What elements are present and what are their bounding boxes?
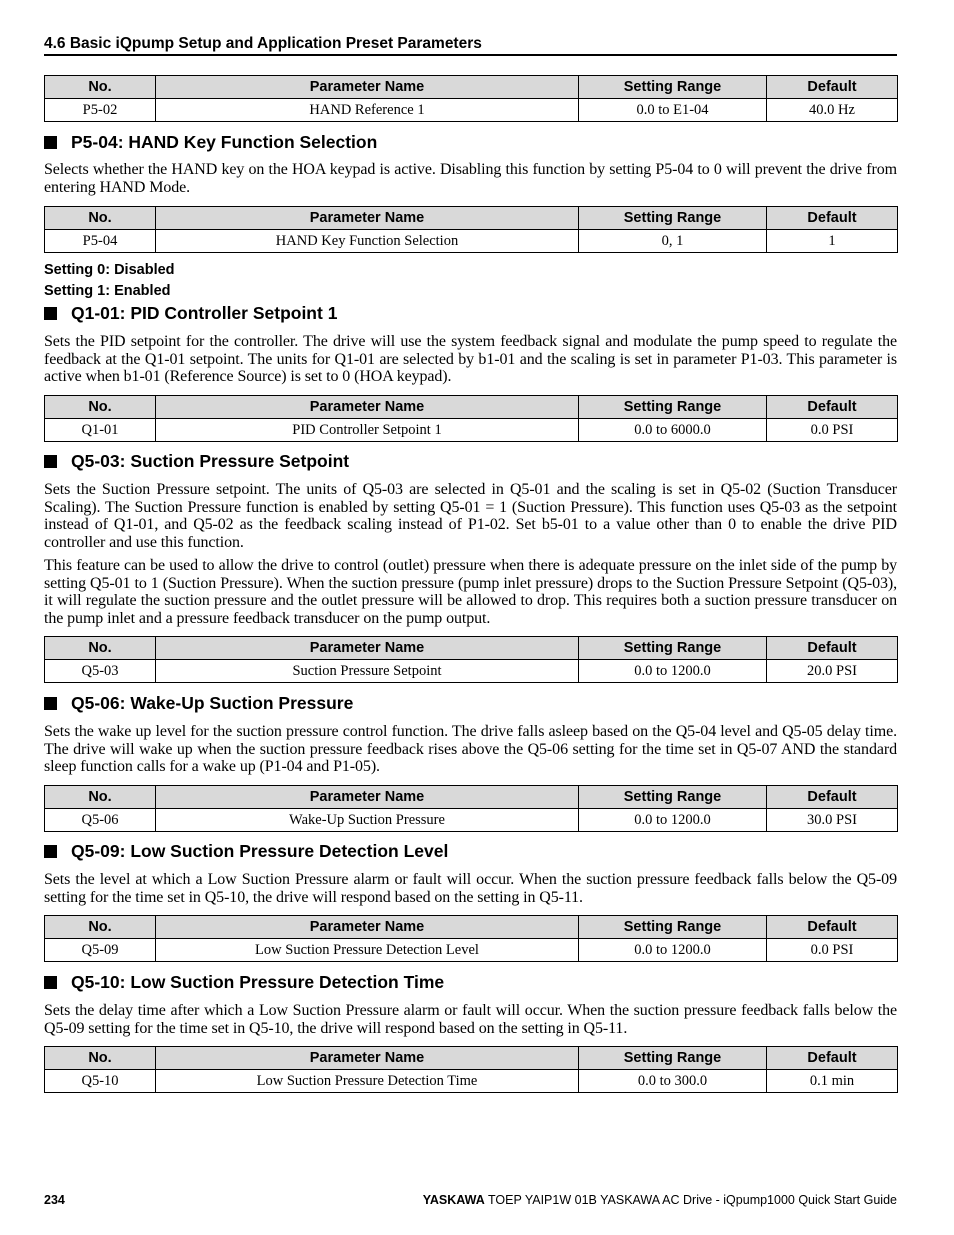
table-row: [45, 939, 898, 962]
square-bullet-icon: [44, 976, 57, 989]
param-table-p5-04: [44, 206, 898, 253]
section-heading-p5-04: [44, 132, 897, 153]
col-header-default: Default: [767, 207, 898, 230]
param-table-q1-01: [44, 395, 898, 442]
param-table-q5-10: [44, 1046, 898, 1093]
col-header-default: Default: [767, 786, 898, 809]
paragraph: Sets the wake up level for the suction pressure control function. The drive falls asleep based on the Q5-04 level and Q5-05 delay time. The drive will wake up when the suction pressure feedback rises above the Q5-06 setting for the time set in Q5-07 AND the standard sleep function calls for a wake up (P1-04 and P1-05).: [44, 723, 897, 775]
col-header-parameter-name: Parameter Name: [156, 207, 579, 230]
paragraph: Selects whether the HAND key on the HOA keypad is active. Disabling this function by setting P5-04 to 0 will prevent the drive from entering HAND Mode.: [44, 161, 897, 196]
square-bullet-icon: [44, 455, 57, 468]
section-heading-text: Q5-06: Wake-Up Suction Pressure: [71, 693, 354, 713]
square-bullet-icon: [44, 697, 57, 710]
cell-parameter-name: Low Suction Pressure Detection Time: [156, 1070, 579, 1093]
cell-parameter-name: HAND Key Function Selection: [156, 230, 579, 253]
section-heading-q1-01: [44, 303, 897, 324]
col-header-setting-range: Setting Range: [579, 786, 767, 809]
cell-default: 0.1 min: [767, 1070, 898, 1093]
table-row: [45, 230, 898, 253]
section-heading-text: P5-04: HAND Key Function Selection: [71, 132, 378, 152]
section-heading-text: Q5-09: Low Suction Pressure Detection Level: [71, 841, 449, 861]
col-header-no: No.: [45, 637, 156, 660]
footer-brand: YASKAWA: [422, 1193, 485, 1207]
square-bullet-icon: [44, 307, 57, 320]
cell-setting-range: 0.0 to E1-04: [579, 99, 767, 122]
col-header-setting-range: Setting Range: [579, 396, 767, 419]
col-header-no: No.: [45, 1047, 156, 1070]
cell-default: 0.0 PSI: [767, 939, 898, 962]
cell-default: 1: [767, 230, 898, 253]
col-header-parameter-name: Parameter Name: [156, 916, 579, 939]
cell-default: 30.0 PSI: [767, 809, 898, 832]
table-row: [45, 99, 898, 122]
cell-parameter-name: HAND Reference 1: [156, 99, 579, 122]
page-number: 234: [44, 1193, 65, 1207]
col-header-parameter-name: Parameter Name: [156, 76, 579, 99]
cell-no: P5-02: [45, 99, 156, 122]
cell-parameter-name: PID Controller Setpoint 1: [156, 419, 579, 442]
col-header-setting-range: Setting Range: [579, 637, 767, 660]
col-header-parameter-name: Parameter Name: [156, 786, 579, 809]
col-header-setting-range: Setting Range: [579, 207, 767, 230]
setting-1-label: Setting 1: Enabled: [44, 283, 171, 299]
table-header-row: [45, 207, 898, 230]
col-header-default: Default: [767, 1047, 898, 1070]
cell-default: 0.0 PSI: [767, 419, 898, 442]
square-bullet-icon: [44, 845, 57, 858]
cell-no: Q5-03: [45, 660, 156, 683]
col-header-default: Default: [767, 76, 898, 99]
cell-setting-range: 0.0 to 6000.0: [579, 419, 767, 442]
cell-no: Q1-01: [45, 419, 156, 442]
section-heading-q5-09: [44, 841, 897, 862]
section-heading-q5-06: [44, 693, 897, 714]
col-header-parameter-name: Parameter Name: [156, 637, 579, 660]
footer-doc-info: [423, 1193, 897, 1207]
section-heading-text: Q1-01: PID Controller Setpoint 1: [71, 303, 338, 323]
cell-no: Q5-06: [45, 809, 156, 832]
setting-0-label: Setting 0: Disabled: [44, 262, 175, 278]
col-header-default: Default: [767, 396, 898, 419]
table-row: [45, 1070, 898, 1093]
param-table-q5-03: [44, 636, 898, 683]
cell-parameter-name: Suction Pressure Setpoint: [156, 660, 579, 683]
header-rule: [44, 54, 897, 56]
paragraph: This feature can be used to allow the drive to control (outlet) pressure when there is adequate pressure on the inlet side of the pump by setting Q5-01 to 1 (Suction Pressure). When the suction pressure (pump inlet pressure) drops to the Suction Pressure Setpoint (Q5-03), it will regulate the suction pressure and the outlet pressure will be allowed to drop. This requires both a suction pressure transducer on the pump inlet and a pressure feedback transducer on the pump output.: [44, 557, 897, 627]
table-row: [45, 419, 898, 442]
table-header-row: [45, 786, 898, 809]
cell-setting-range: 0, 1: [579, 230, 767, 253]
table-row: [45, 809, 898, 832]
square-bullet-icon: [44, 136, 57, 149]
footer-doc-title: TOEP YAIP1W 01B YASKAWA AC Drive - iQpump1000 Quick Start Guide: [484, 1193, 897, 1207]
paragraph: Sets the PID setpoint for the controller. The drive will use the system feedback signal and modulate the pump speed to regulate the feedback at the Q1-01 setpoint. The units for Q1-01 are selected by b1-01 and the scaling is set in parameter P1-03. This parameter is active when b1-01 (Reference Source) is set to 0 (HOA keypad).: [44, 333, 897, 385]
table-header-row: [45, 396, 898, 419]
col-header-parameter-name: Parameter Name: [156, 396, 579, 419]
cell-setting-range: 0.0 to 300.0: [579, 1070, 767, 1093]
cell-no: Q5-10: [45, 1070, 156, 1093]
cell-parameter-name: Wake-Up Suction Pressure: [156, 809, 579, 832]
cell-setting-range: 0.0 to 1200.0: [579, 939, 767, 962]
col-header-no: No.: [45, 76, 156, 99]
col-header-default: Default: [767, 637, 898, 660]
table-header-row: [45, 76, 898, 99]
param-table-q5-09: [44, 915, 898, 962]
cell-no: Q5-09: [45, 939, 156, 962]
param-table-q5-06: [44, 785, 898, 832]
table-header-row: [45, 916, 898, 939]
page-header-title: 4.6 Basic iQpump Setup and Application Preset Parameters: [44, 35, 482, 52]
table-row: [45, 660, 898, 683]
table-header-row: [45, 637, 898, 660]
cell-parameter-name: Low Suction Pressure Detection Level: [156, 939, 579, 962]
table-header-row: [45, 1047, 898, 1070]
col-header-setting-range: Setting Range: [579, 76, 767, 99]
section-heading-q5-03: [44, 451, 897, 472]
cell-default: 20.0 PSI: [767, 660, 898, 683]
cell-setting-range: 0.0 to 1200.0: [579, 809, 767, 832]
col-header-no: No.: [45, 396, 156, 419]
col-header-no: No.: [45, 786, 156, 809]
col-header-parameter-name: Parameter Name: [156, 1047, 579, 1070]
paragraph: Sets the level at which a Low Suction Pressure alarm or fault will occur. When the suction pressure feedback falls below the Q5-09 setting for the time set in Q5-10, the drive will respond based on the setting in Q5-11.: [44, 871, 897, 906]
col-header-default: Default: [767, 916, 898, 939]
col-header-no: No.: [45, 207, 156, 230]
paragraph: Sets the delay time after which a Low Suction Pressure alarm or fault will occur. When the suction pressure feedback falls below the Q5-09 setting for the time set in Q5-10, the drive will respond based on the setting in Q5-11.: [44, 1002, 897, 1037]
section-heading-text: Q5-10: Low Suction Pressure Detection Time: [71, 972, 445, 992]
cell-default: 40.0 Hz: [767, 99, 898, 122]
col-header-setting-range: Setting Range: [579, 916, 767, 939]
cell-setting-range: 0.0 to 1200.0: [579, 660, 767, 683]
param-table-p5-02: [44, 75, 898, 122]
col-header-no: No.: [45, 916, 156, 939]
section-heading-q5-10: [44, 972, 897, 993]
section-heading-text: Q5-03: Suction Pressure Setpoint: [71, 451, 350, 471]
cell-no: P5-04: [45, 230, 156, 253]
paragraph: Sets the Suction Pressure setpoint. The units of Q5-03 are selected in Q5-01 and the scaling is set in Q5-02 (Suction Transducer Scaling). The Suction Pressure function is enabled by setting Q5-01 = 1 (Suction Pressure). This function uses Q5-03 as the setpoint instead of Q1-01, and Q5-02 as the feedback scaling instead of P1-02. Set b5-01 to a value other than 0 to enable the drive PID controller and use this function.: [44, 481, 897, 551]
col-header-setting-range: Setting Range: [579, 1047, 767, 1070]
